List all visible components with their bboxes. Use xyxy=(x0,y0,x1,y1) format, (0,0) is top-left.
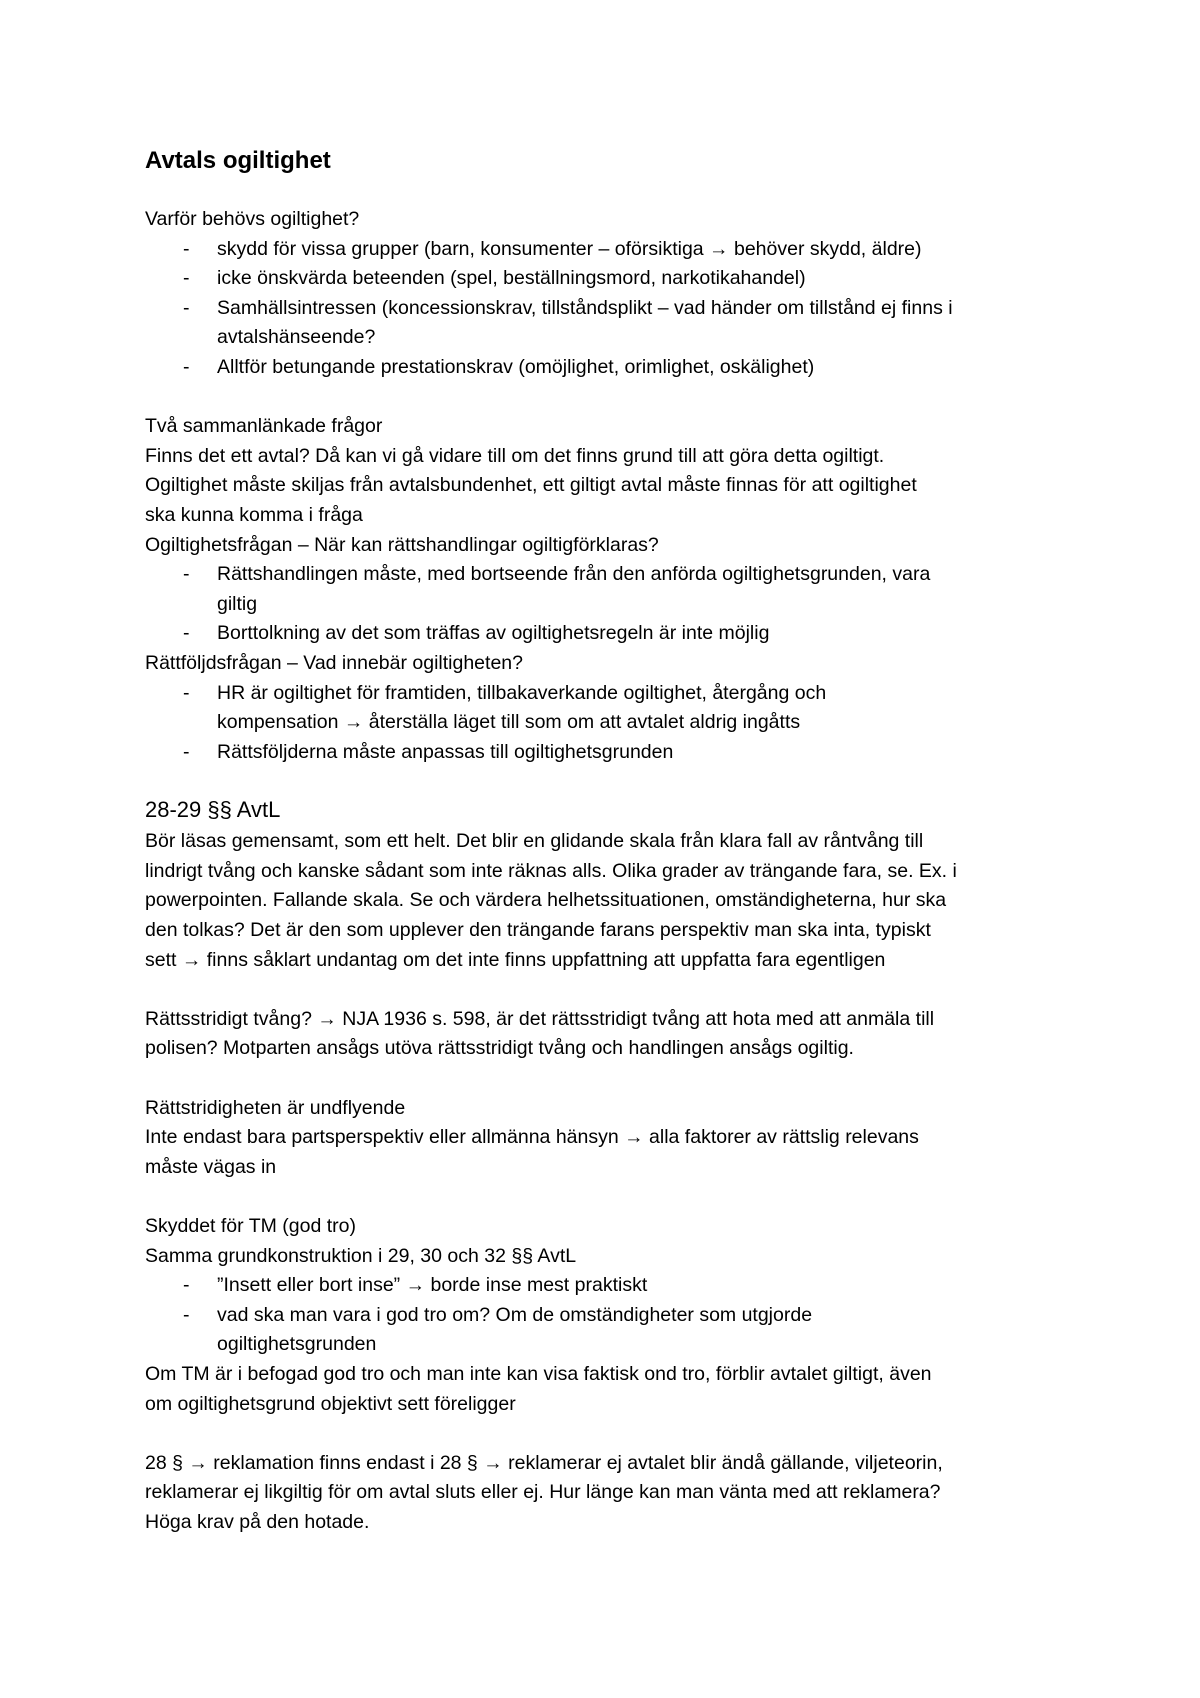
bullet-item xyxy=(145,294,1085,353)
paragraph-gap xyxy=(145,975,1085,1005)
section-two-questions xyxy=(145,412,1085,767)
paragraph-line: powerpointen. Fallande skala. Se och värdera helhetssituationen, omständigheterna, hur ska xyxy=(145,889,947,912)
paragraph-line: Bör läsas gemensamt, som ett helt. Det blir en glidande skala från klara fall av råntvång till xyxy=(145,830,924,853)
section-undflyende xyxy=(145,1094,1085,1183)
bullet-dash: - xyxy=(183,296,190,319)
bullet-text: Borttolkning av det som träffas av ogiltighetsregeln är inte möjlig xyxy=(217,622,770,645)
section-avtl xyxy=(145,793,1085,975)
document-title: Avtals ogiltighet xyxy=(145,147,331,174)
paragraph-line: reklamerar ej likgiltig för om avtal sluts eller ej. Hur länge kan man vänta med att reklamera? xyxy=(145,1481,941,1504)
bullet-text: Rättsföljderna måste anpassas till ogiltighetsgrunden xyxy=(217,740,674,763)
paragraph-gap xyxy=(145,383,1085,413)
paragraph-line: måste vägas in xyxy=(145,1155,277,1178)
paragraph-line: Skyddet för TM (god tro) xyxy=(145,1215,356,1237)
bullet-dash: - xyxy=(183,355,190,378)
bullet-text-continued: kompensation → återställa läget till som om att avtalet aldrig ingåtts xyxy=(217,711,801,734)
bullet-dash: - xyxy=(183,563,190,586)
bullet-item xyxy=(145,679,1085,738)
section-why xyxy=(145,205,1085,383)
paragraph-line: Finns det ett avtal? Då kan vi gå vidare till om det finns grund till att göra detta ogiltigt. xyxy=(145,444,885,467)
paragraph-line: Höga krav på den hotade. xyxy=(145,1510,370,1533)
paragraph-gap xyxy=(145,1419,1085,1449)
paragraph-line: polisen? Motparten ansågs utöva rättsstridigt tvång och handlingen ansågs ogiltig. xyxy=(145,1037,854,1060)
bullet-text: skydd för vissa grupper (barn, konsumenter – oförsiktiga → behöver skydd, äldre) xyxy=(217,237,922,260)
document-page xyxy=(145,143,1085,1538)
bullet-dash: - xyxy=(183,740,190,763)
bullet-text: vad ska man vara i god tro om? Om de omständigheter som utgjorde xyxy=(217,1303,813,1326)
paragraph-line: sett → finns såklart undantag om det inte finns uppfattning att uppfatta fara egentligen xyxy=(145,948,886,971)
paragraph-line: lindrigt tvång och kanske sådant som inte räknas alls. Olika grader av trängande fara, se. Ex. i xyxy=(145,859,957,882)
paragraph-line: Rättföljdsfrågan – Vad innebär ogiltigheten? xyxy=(145,651,523,674)
paragraph-line: om ogiltighetsgrund objektivt sett föreligger xyxy=(145,1392,516,1415)
paragraph-line: Två sammanlänkade frågor xyxy=(145,415,383,438)
bullet-item xyxy=(145,560,1085,619)
bullet-text-continued: avtalshänseende? xyxy=(217,326,376,349)
section-tm xyxy=(145,1212,1085,1419)
bullet-text: icke önskvärda beteenden (spel, beställningsmord, narkotikahandel) xyxy=(217,267,806,290)
paragraph-line: Rättsstridigt tvång? → NJA 1936 s. 598, är det rättsstridigt tvång att hota med att anmäla till xyxy=(145,1007,935,1030)
section-nja xyxy=(145,1005,1085,1064)
bullet-item xyxy=(145,235,1085,265)
bullet-text: HR är ogiltighet för framtiden, tillbakaverkande ogiltighet, återgång och xyxy=(217,681,827,704)
question-text: Varför behövs ogiltighet? xyxy=(145,208,360,230)
section-heading: 28-29 §§ AvtL xyxy=(145,797,281,823)
bullet-item xyxy=(145,353,1085,383)
bullet-dash: - xyxy=(183,237,190,260)
bullet-text: Rättshandlingen måste, med bortseende från den anförda ogiltighetsgrunden, vara xyxy=(217,563,931,586)
bullet-item xyxy=(145,738,1085,768)
bullet-text-continued: ogiltighetsgrunden xyxy=(217,1333,377,1356)
paragraph-line: Rättstridigheten är undflyende xyxy=(145,1096,406,1119)
bullet-item xyxy=(145,1301,1085,1360)
bullet-item xyxy=(145,1271,1085,1301)
bullet-text: Alltför betungande prestationskrav (omöjlighet, orimlighet, oskälighet) xyxy=(217,355,815,378)
bullet-dash: - xyxy=(183,622,190,645)
section-reklamation xyxy=(145,1449,1085,1538)
paragraph-gap xyxy=(145,767,1085,789)
bullet-item xyxy=(145,619,1085,649)
paragraph-line: 28 § → reklamation finns endast i 28 § → reklamerar ej avtalet blir ändå gällande, viljeteorin, xyxy=(145,1451,943,1474)
bullet-dash: - xyxy=(183,267,190,290)
bullet-dash: - xyxy=(183,681,190,704)
paragraph-line: ska kunna komma i fråga xyxy=(145,503,363,526)
paragraph-gap xyxy=(145,1064,1085,1094)
paragraph-line: den tolkas? Det är den som upplever den trängande farans perspektiv man ska inta, typiskt xyxy=(145,919,931,942)
paragraph-gap xyxy=(145,1182,1085,1212)
paragraph-line: Inte endast bara partsperspektiv eller allmänna hänsyn → alla faktorer av rättslig relevans xyxy=(145,1126,919,1149)
paragraph-line: Samma grundkonstruktion i 29, 30 och 32 §§ AvtL xyxy=(145,1244,577,1267)
bullet-text: Samhällsintressen (koncessionskrav, tillståndsplikt – vad händer om tillstånd ej finns i xyxy=(217,296,953,319)
bullet-item xyxy=(145,264,1085,294)
paragraph-line: Ogiltighetsfrågan – När kan rättshandlingar ogiltigförklaras? xyxy=(145,533,659,556)
bullet-text: ”Insett eller bort inse” → borde inse mest praktiskt xyxy=(217,1274,648,1297)
bullet-dash: - xyxy=(183,1274,190,1297)
paragraph-line: Ogiltighet måste skiljas från avtalsbundenhet, ett giltigt avtal måste finnas för att ogiltighet xyxy=(145,474,917,497)
bullet-text-continued: giltig xyxy=(217,592,258,615)
paragraph-line: Om TM är i befogad god tro och man inte kan visa faktisk ond tro, förblir avtalet giltigt, även xyxy=(145,1362,932,1385)
bullet-dash: - xyxy=(183,1303,190,1326)
